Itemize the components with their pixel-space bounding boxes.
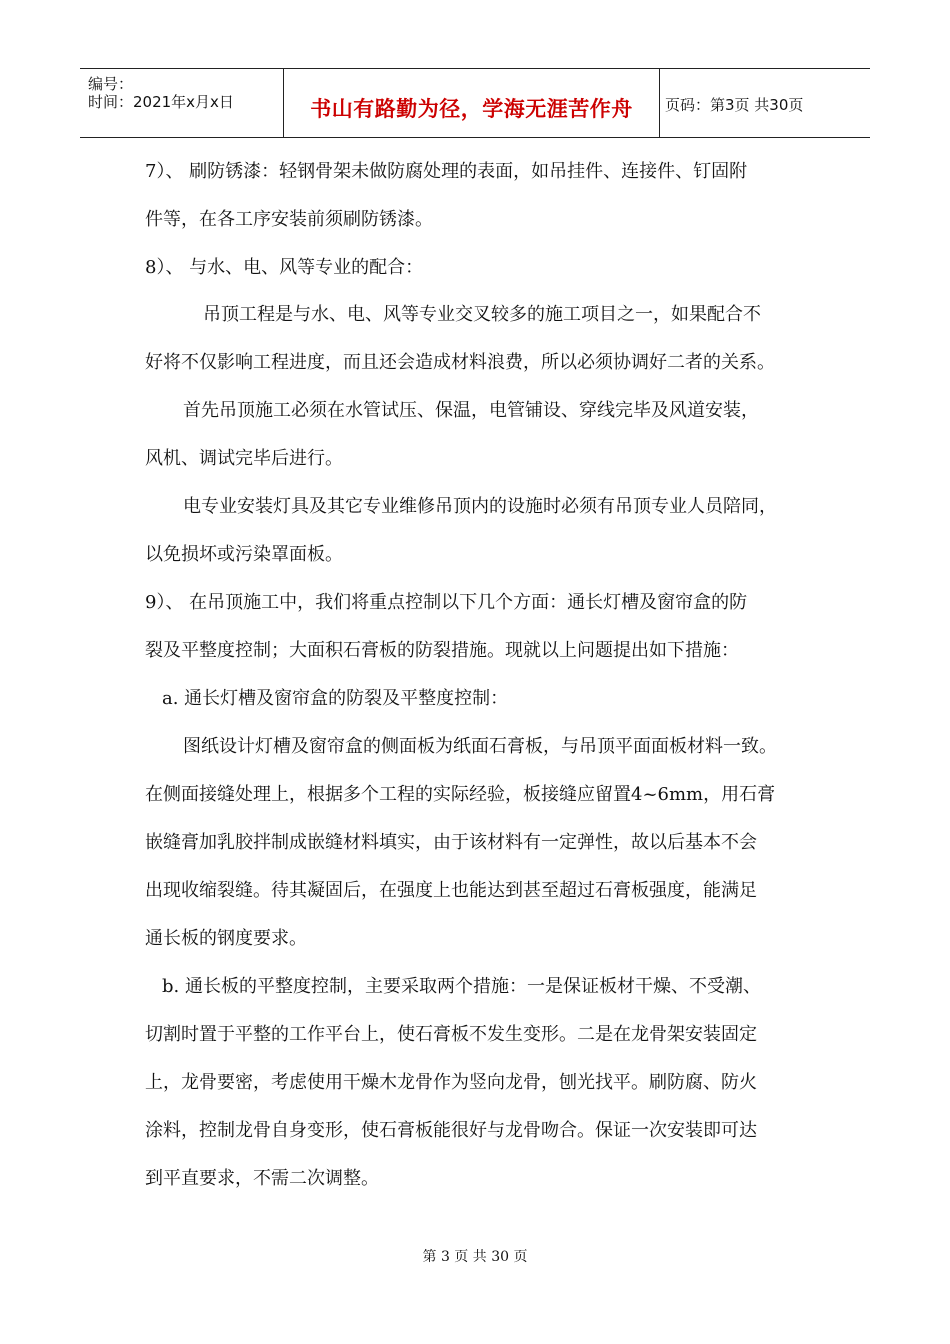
motto: 书山有路勤为径，学海无涯苦作舟	[310, 97, 633, 121]
text-line: 好将不仅影响工程进度，而且还会造成材料浪费，所以必须协调好二者的关系。	[145, 352, 775, 373]
text-line: 7）、 刷防锈漆：轻钢骨架未做防腐处理的表面，如吊挂件、连接件、钉固附	[145, 161, 748, 182]
text-line: 涂料，控制龙骨自身变形，使石膏板能很好与龙骨吻合。保证一次安装即可达	[145, 1120, 757, 1141]
text-line: 电专业安装灯具及其它专业维修吊顶内的设施时必须有吊顶专业人员陪同，	[183, 496, 777, 517]
text-line: 以免损坏或污染罩面板。	[145, 544, 343, 565]
text-line: 嵌缝膏加乳胶拌制成嵌缝材料填实，由于该材料有一定弹性，故以后基本不会	[145, 832, 757, 853]
text-line: 出现收缩裂缝。待其凝固后，在强度上也能达到甚至超过石膏板强度，能满足	[145, 880, 757, 901]
text-line: 通长板的钢度要求。	[145, 928, 307, 949]
page-footer: 第 3 页 共 30 页	[422, 1249, 528, 1265]
text-line: 在侧面接缝处理上，根据多个工程的实际经验，板接缝应留置4~6mm，用石膏	[145, 784, 776, 805]
text-line: 图纸设计灯槽及窗帘盒的侧面板为纸面石膏板，与吊顶平面面板材料一致。	[183, 736, 777, 757]
text-line: 吊顶工程是与水、电、风等专业交叉较多的施工项目之一，如果配合不	[203, 304, 761, 325]
text-line: 9）、 在吊顶施工中，我们将重点控制以下几个方面：通长灯槽及窗帘盒的防	[145, 592, 748, 613]
text-line: b. 通长板的平整度控制，主要采取两个措施：一是保证板材干燥、不受潮、	[162, 976, 761, 997]
text-line: a. 通长灯槽及窗帘盒的防裂及平整度控制：	[162, 688, 509, 709]
page-indicator: 页码：第3页 共30页	[665, 96, 804, 114]
text-line: 风机、调试完毕后进行。	[145, 448, 343, 469]
text-line: 件等，在各工序安装前须刷防锈漆。	[145, 209, 433, 230]
text-line: 上，龙骨要密，考虑使用干燥木龙骨作为竖向龙骨，刨光找平。刷防腐、防火	[145, 1072, 757, 1093]
text-line: 首先吊顶施工必须在水管试压、保温，电管铺设、穿线完毕及风道安装，	[183, 400, 759, 421]
text-line: 8）、 与水、电、风等专业的配合：	[145, 257, 424, 278]
text-line: 裂及平整度控制；大面积石膏板的防裂措施。现就以上问题提出如下措施：	[145, 640, 739, 661]
text-line: 切割时置于平整的工作平台上，使石膏板不发生变形。二是在龙骨架安装固定	[145, 1024, 757, 1045]
serial-label: 编号：	[88, 75, 134, 93]
time-label: 时间：2021年x月x日	[88, 93, 234, 111]
text-line: 到平直要求，不需二次调整。	[145, 1168, 379, 1189]
